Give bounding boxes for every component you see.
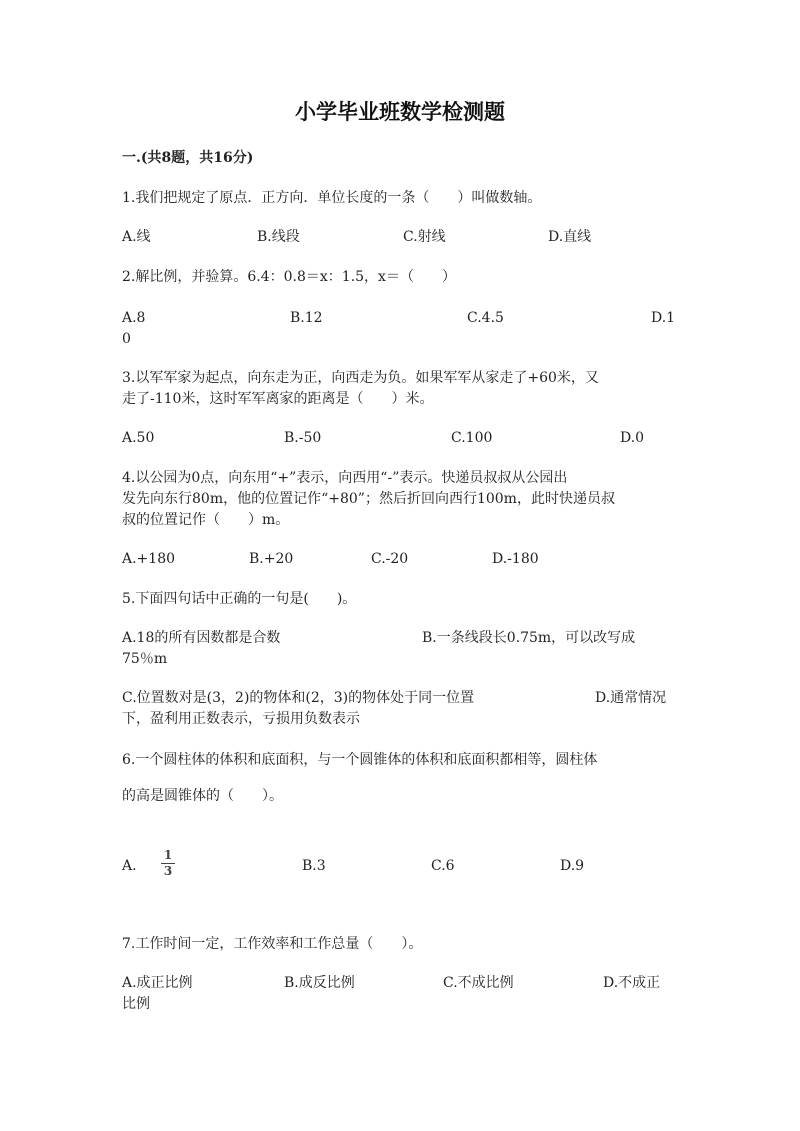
page-title: 小学毕业班数学检测题 [295, 99, 505, 124]
question-3-option-a[interactable]: A.50 [122, 430, 155, 446]
question-1-stem: 1.我们把规定了原点．正方向．单位长度的一条（ ）叫做数轴。 [122, 190, 542, 206]
question-7-option-d[interactable]: D.不成正 [603, 975, 661, 991]
question-7-option-a[interactable]: A.成正比例 [122, 975, 193, 991]
question-3-option-b[interactable]: B.-50 [284, 430, 322, 446]
question-5-option-c[interactable]: C.位置数对是(3，2)的物体和(2，3)的物体处于同一位置 [122, 690, 475, 706]
question-7-option-d-wrap: 比例 [122, 996, 150, 1012]
question-7-option-b[interactable]: B.成反比例 [284, 975, 355, 991]
question-5-option-d-wrap: 下，盈利用正数表示，亏损用负数表示 [122, 711, 360, 727]
question-4-option-d[interactable]: D.-180 [492, 551, 539, 567]
question-6-option-d[interactable]: D.9 [560, 858, 585, 874]
section-heading: 一.(共8题，共16分) [122, 150, 254, 166]
question-5-option-d[interactable]: D.通常情况 [595, 690, 667, 706]
question-4-stem-line-2: 发先向东行80m，他的位置记作“+80”；然后折回向西行100m，此时快递员叔 [122, 491, 615, 507]
question-2-option-d-wrap: 0 [122, 331, 131, 347]
question-6-option-c[interactable]: C.6 [431, 858, 455, 874]
question-4-option-b[interactable]: B.+20 [249, 551, 294, 567]
question-5-option-a[interactable]: A.18的所有因数都是合数 [122, 630, 281, 646]
question-5-stem: 5.下面四句话中正确的一句是( )。 [122, 591, 357, 607]
question-5-option-b[interactable]: B.一条线段长0.75m，可以改写成 [422, 630, 636, 646]
question-2-option-b[interactable]: B.12 [290, 310, 323, 326]
question-5-option-b-wrap: 75％m [122, 651, 168, 667]
question-1-option-a[interactable]: A.线 [122, 229, 151, 245]
question-4-option-a[interactable]: A.+180 [122, 551, 176, 567]
question-3-option-d[interactable]: D.0 [620, 430, 645, 446]
question-6-stem-line-1: 6.一个圆柱体的体积和底面积，与一个圆锥体的体积和底面积都相等，圆柱体 [122, 752, 598, 768]
question-6-option-b[interactable]: B.3 [302, 858, 326, 874]
question-7-option-c[interactable]: C.不成比例 [443, 975, 514, 991]
question-6-stem-line-2: 的高是圆锥体的（ ）。 [122, 788, 283, 804]
question-1-option-c[interactable]: C.射线 [403, 229, 446, 245]
fraction-one-third [161, 849, 175, 878]
question-4-stem-line-3: 叔的位置记作（ ）m。 [122, 512, 290, 528]
question-3-stem-line-1: 3.以军军家为起点，向东走为正，向西走为负。如果军军从家走了+60米，又 [122, 370, 599, 386]
question-3-stem-line-2: 走了-110米，这时军军离家的距离是（ ）米。 [122, 391, 434, 407]
question-2-option-a[interactable]: A.8 [122, 310, 146, 326]
question-1-option-b[interactable]: B.线段 [257, 229, 300, 245]
question-4-option-c[interactable]: C.-20 [371, 551, 409, 567]
question-4-stem-line-1: 4.以公园为0点，向东用“+”表示，向西用“-”表示。快递员叔叔从公园出 [122, 470, 568, 486]
question-2-option-d[interactable]: D.1 [651, 310, 676, 326]
question-2-option-c[interactable]: C.4.5 [467, 310, 504, 326]
fraction-numerator: 1 [163, 848, 173, 862]
question-6-option-a[interactable]: A. [122, 858, 137, 874]
fraction-denominator: 3 [163, 864, 173, 878]
question-7-stem: 7.工作时间一定，工作效率和工作总量（ ）。 [122, 936, 423, 952]
question-1-option-d[interactable]: D.直线 [548, 229, 592, 245]
question-3-option-c[interactable]: C.100 [451, 430, 493, 446]
question-2-stem: 2.解比例，并验算。6.4：0.8＝x：1.5，x＝（ ） [122, 269, 456, 285]
